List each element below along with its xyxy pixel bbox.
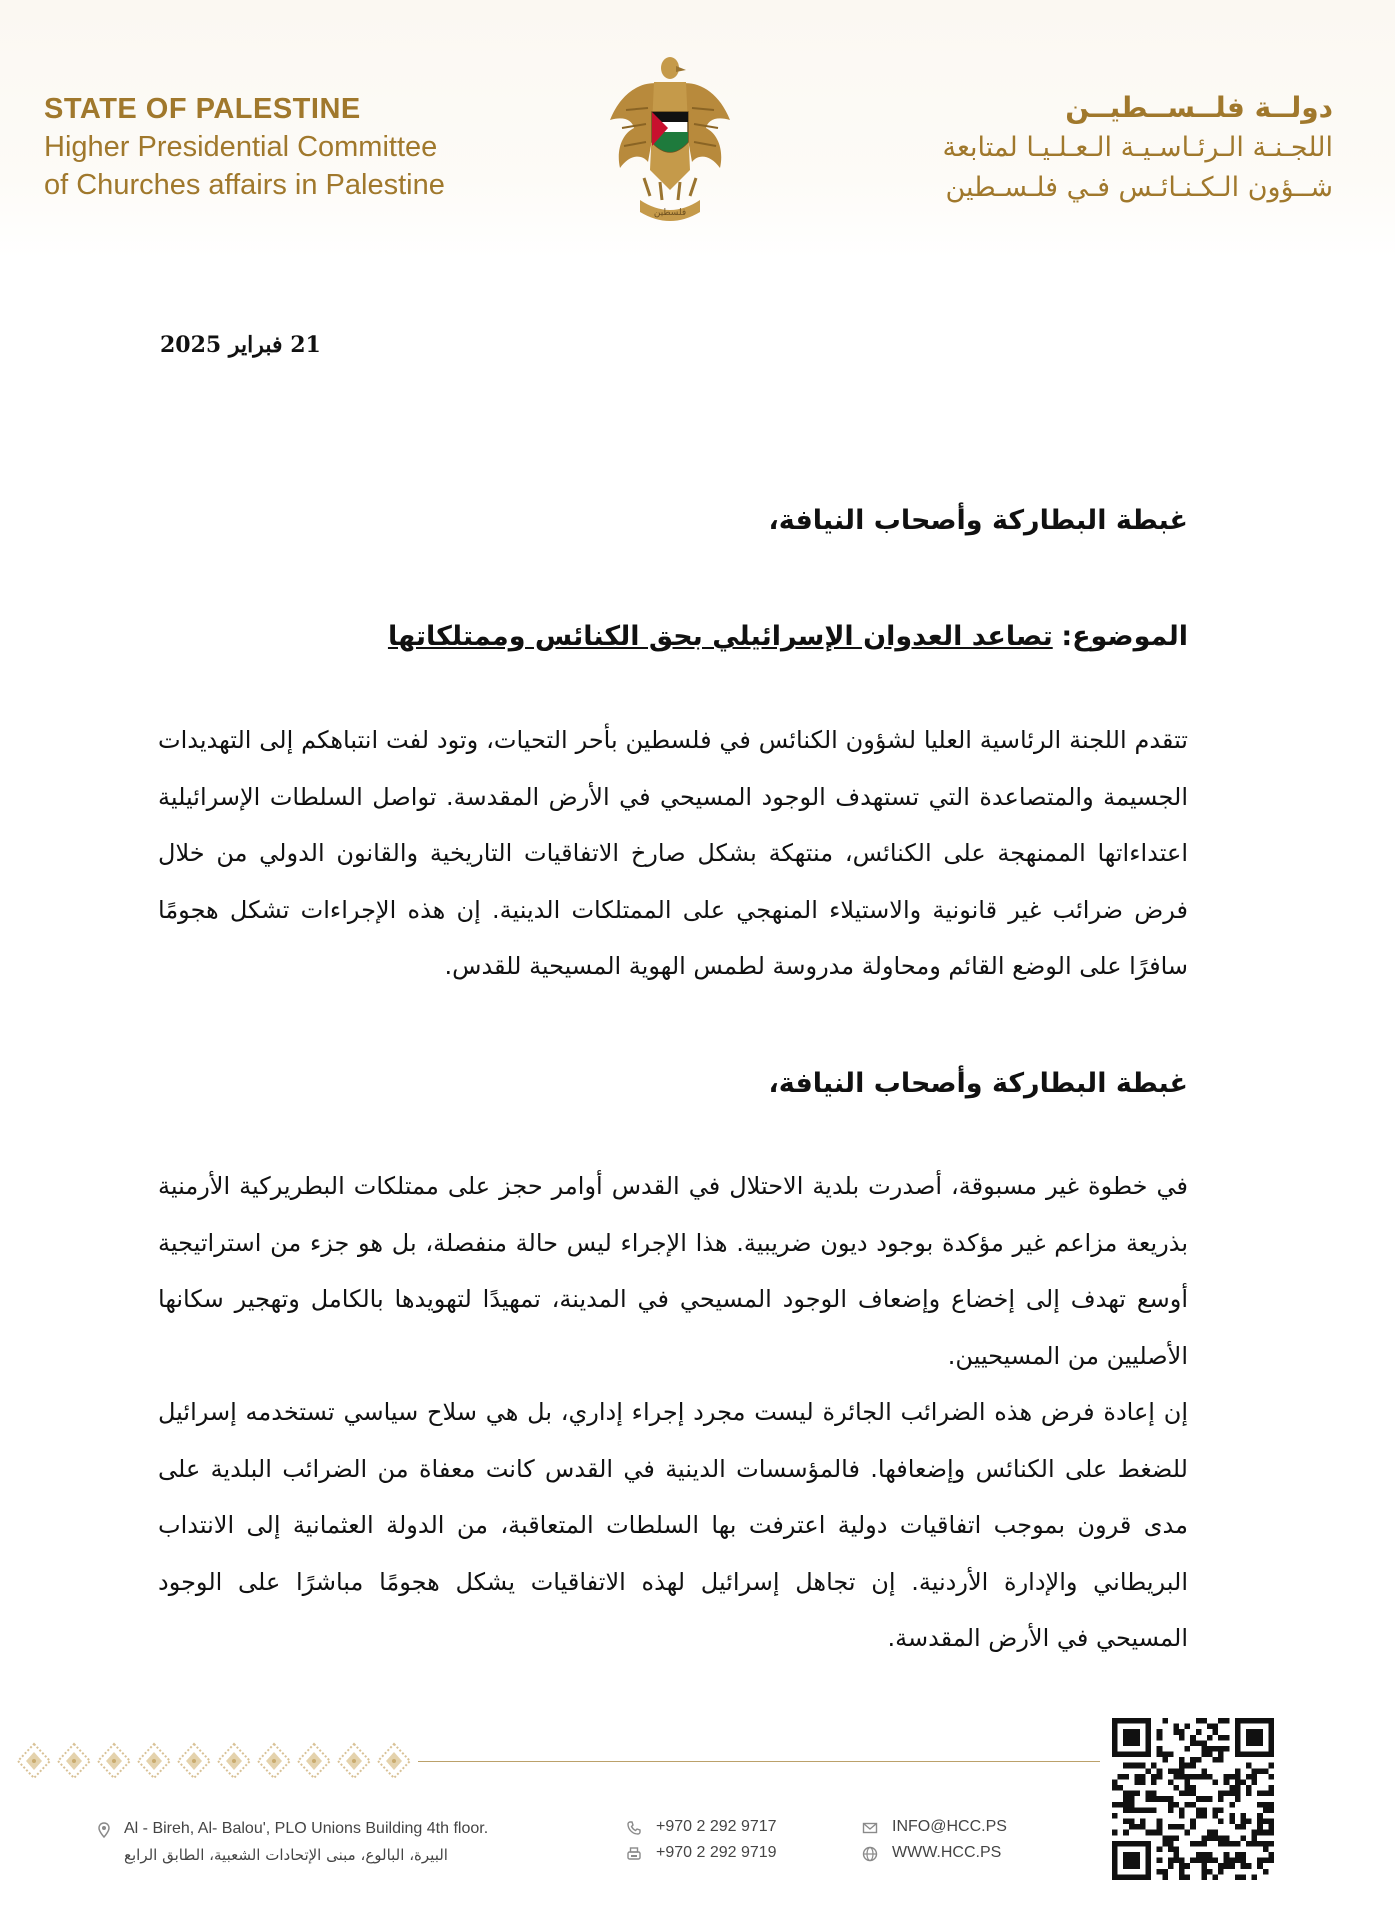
subject-label: الموضوع: xyxy=(1061,621,1188,652)
committee-name-ar-line1: اللجـنـة الـرئـاسـيـة الـعـلـيـا لمتابعة xyxy=(942,132,1333,163)
paragraph-2: في خطوة غير مسبوقة، أصدرت بلدية الاحتلال في القدس أوامر حجز على ممتلكات البطريركية الأرمنية بذريعة مزاعم غير مؤكدة بوجود ديون ضريبية. هذا الإجراء ليس حالة منفصلة، بل هو جزء من استراتيجية أوسع تهدف إلى إخضاع وإضعاف الوجود المسيحي في المدينة، تمهيدًا لتهويدها بالكامل وتهجير سكانها الأصليين من المسيحيين. xyxy=(158,1172,1188,1370)
fax-icon xyxy=(626,1846,642,1862)
committee-name-ar-line2: شــؤون الـكـنـائـس فـي فلـسـطين xyxy=(945,172,1333,203)
arabic-letterhead xyxy=(943,88,1333,208)
committee-name-en-line2: of Churches affairs in Palestine xyxy=(44,169,445,201)
paragraph-3: إن إعادة فرض هذه الضرائب الجائرة ليست مجرد إجراء إداري، بل هي سلاح سياسي تستخدمه إسرائيل للضغط على الكنائس وإضعافها. فالمؤسسات الدينية في القدس كانت معفاة من الضرائب البلدية على مدى قرون بموجب اتفاقيات دولية اعترفت بها السلطات المتعاقبة، من الدولة العثمانية إلى الانتداب البريطاني والإدارة الأردنية. إن تجاهل إسرائيل لهذه الاتفاقيات يشكل هجومًا مباشرًا على الوجود المسيحي في الأرض المقدسة. xyxy=(158,1398,1188,1652)
greeting-first: غبطة البطاركة وأصحاب النيافة، xyxy=(768,505,1188,536)
flag-shield xyxy=(652,112,688,152)
email-link[interactable]: INFO@HCC.PS xyxy=(892,1818,1007,1835)
english-letterhead xyxy=(44,90,445,204)
letter-subject xyxy=(388,621,1188,652)
subject-text: تصاعد العدوان الإسرائيلي بحق الكنائس وممتلكاتها xyxy=(387,621,1053,652)
qr-code[interactable] xyxy=(1112,1718,1274,1880)
phone-number[interactable]: +970 2 292 9717 xyxy=(656,1818,777,1835)
svg-text:فلسطين: فلسطين xyxy=(653,208,687,218)
fax-number[interactable]: +970 2 292 9719 xyxy=(656,1844,777,1861)
footer-divider xyxy=(418,1761,1100,1762)
address-ar: البيرة، البالوع، مبنى الإتحادات الشعبية، الطابق الرابع xyxy=(124,1846,448,1864)
paragraph-1: تتقدم اللجنة الرئاسية العليا لشؤون الكنائس في فلسطين بأحر التحيات، وتود لفت انتباهكم إلى التهديدات الجسيمة والمتصاعدة التي تستهدف الوجود المسيحي في الأرض المقدسة. تواصل السلطات الإسرائيلية اعتداءاتها الممنهجة على الكنائس، منتهكة بشكل صارخ الاتفاقيات التاريخية والقانون الدولي من خلال فرض ضرائب غير قانونية والاستيلاء المنهجي على الممتلكات الدينية. إن هذه الإجراءات تشكل هجومًا سافرًا على الوضع القائم ومحاولة مدروسة لطمس الهوية المسيحية للقدس. xyxy=(158,726,1188,980)
state-name-ar: دولــة فلــســطيــن xyxy=(1065,91,1333,124)
website-link[interactable]: WWW.HCC.PS xyxy=(892,1844,1002,1861)
letterhead xyxy=(0,0,1395,258)
location-pin-icon xyxy=(96,1822,112,1838)
mail-icon xyxy=(862,1820,878,1836)
state-name-en: STATE OF PALESTINE xyxy=(44,93,361,125)
committee-name-en-line1: Higher Presidential Committee xyxy=(44,131,438,163)
address-en: Al - Bireh, Al- Balou', PLO Unions Building 4th floor. xyxy=(124,1820,489,1837)
letter-date: 21 فبراير 2025 xyxy=(160,332,321,358)
phone-icon xyxy=(626,1820,642,1836)
palestine-eagle-emblem-icon xyxy=(604,50,736,230)
globe-icon xyxy=(862,1846,878,1862)
greeting-second: غبطة البطاركة وأصحاب النيافة، xyxy=(768,1068,1188,1099)
tatreez-ornament xyxy=(14,1740,414,1782)
